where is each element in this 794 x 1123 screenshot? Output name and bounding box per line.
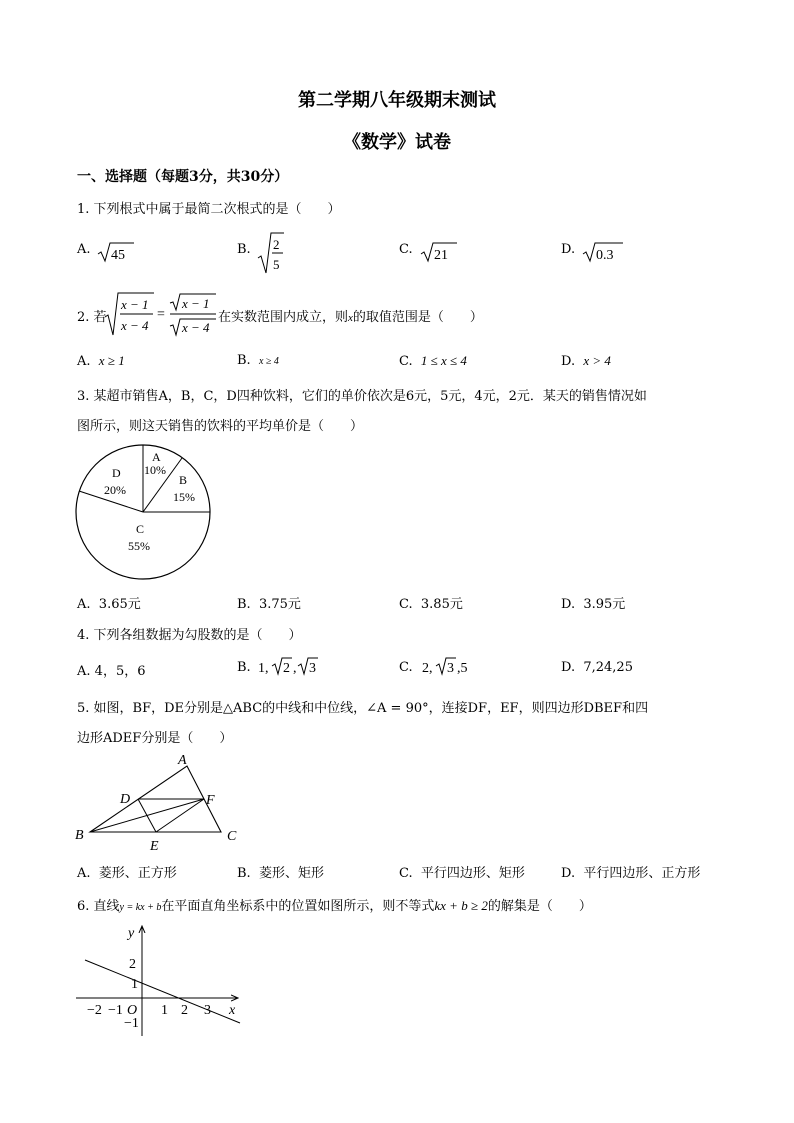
q5-option-d [561,862,700,881]
q2-tail: 的取值范围是（ ） [352,310,483,325]
q6-line-equation: y = kx + b [119,902,162,913]
radicand: 45 [111,248,125,263]
radicand: 3 [447,661,454,676]
option-text: 3.65元 [98,597,141,612]
q2-option-a [77,353,125,369]
radicand-1: 2 [283,661,290,676]
q2-var: x [348,312,353,324]
pie-pct-a: 10% [144,463,166,477]
x-tick-3: 3 [204,1003,211,1018]
option-letter: B. [237,866,251,881]
fraction-numerator: 2 [273,237,280,252]
radicand-2: 3 [309,661,316,676]
q5-option-b [237,862,324,881]
question-1-stem: 1. 下列根式中属于最简二次根式的是（ ） [77,202,341,217]
option-text: x > 4 [583,353,611,368]
option-letter: D. [561,660,576,675]
question-2-text [218,306,483,325]
section-heading: 一、选择题（每题3分，共30分） [77,169,289,185]
option-letter: D. [561,354,576,369]
option-letter: C. [399,242,413,257]
q1-option-b [237,242,251,257]
option-letter: C. [399,597,413,612]
q4-option-c-letter: C. [399,660,413,675]
question-5-line1: 5. 如图，BF，DE分别是△ABC的中线和中位线，∠A = 90°，连接DF，EF，则四边形DBEF和四 [77,701,649,716]
option-text: 菱形、正方形 [98,866,177,881]
q1-option-c [399,242,413,257]
lhs-numerator: x − 1 [121,297,149,312]
option-letter: A. [77,866,91,881]
q6-mid: 在平面直角坐标系中的位置如图所示，则不等式 [161,899,435,914]
option-letter: C. [399,866,413,881]
question-2-equation [104,290,220,338]
expr-post: ,5 [457,661,468,676]
option-text: x ≥ 1 [98,353,125,368]
pie-pct-b: 15% [173,490,195,504]
option-text: 平行四边形、正方形 [583,866,701,881]
q6-pre: 6. 直线 [77,899,120,914]
question-5-line2: 边形ADEF分别是（ ） [77,731,233,746]
page-subtitle: 《数学》试卷 [343,132,451,153]
option-letter: B. [237,353,251,368]
question-6-stem [77,895,592,914]
expr-sep: , [293,661,297,676]
q3-option-d [561,593,625,612]
vertex-c-label: C [227,829,237,844]
question-3-line2: 图所示，则这天销售的饮料的平均单价是（ ） [77,419,364,434]
option-letter: B. [237,597,251,612]
pie-label-d: D [112,466,121,480]
x-axis-label: x [229,1003,236,1018]
option-text: 3.85元 [420,597,463,612]
pie-label-b: B [179,473,188,487]
option-text: 菱形、矩形 [258,866,324,881]
rhs-denominator: x − 4 [182,320,210,335]
q6-tail: 的解集是（ ） [487,899,592,914]
expr-pre: 2, [422,661,433,676]
q1-option-d-radical [581,240,625,264]
x-tick-1: 1 [161,1003,168,1018]
option-letter: C. [399,354,413,369]
point-d-label: D [120,792,131,807]
radicand: 21 [434,248,448,263]
equals-sign: = [157,307,165,322]
option-letter: A. [77,597,91,612]
y-axis-label: y [128,926,135,941]
q2-option-d [561,353,611,369]
q1-option-b-radical [256,230,286,276]
q6-inequality: kx + b ≥ 2 [434,898,488,913]
q1-option-a [77,242,91,257]
x-tick-neg1: −1 [108,1003,123,1018]
y-tick-neg1: −1 [124,1016,139,1031]
y-tick-1: 1 [131,977,138,992]
q4-option-c-expression [420,654,480,678]
option-letter: B. [237,242,251,257]
x-tick-2: 2 [181,1003,188,1018]
option-text: 3.95元 [583,597,626,612]
q1-option-a-radical [96,240,136,264]
q4-option-d [561,660,633,675]
q5-triangle-figure [72,750,242,850]
option-letter: A. [77,242,91,257]
option-text: 7,24,25 [583,660,633,675]
q5-option-a [77,862,177,881]
q4-option-b-expression [256,654,326,678]
q3-option-a [77,593,141,612]
rhs-numerator: x − 1 [182,296,210,311]
option-text: 4，5，6 [94,664,146,679]
option-text: x ≥ 4 [258,356,279,367]
question-4-stem: 4. 下列各组数据为勾股数的是（ ） [77,628,302,643]
q4-option-a [77,660,146,679]
pie-label-a: A [152,450,161,464]
x-tick-neg2: −2 [87,1003,102,1018]
pie-pct-c: 55% [128,539,150,553]
point-e-label: E [150,839,159,850]
q1-option-c-radical [419,240,459,264]
q2-option-b [237,353,279,368]
vertex-b-label: B [75,828,84,843]
q2-middle: 在实数范围内成立，则 [218,310,349,325]
option-letter: D. [561,242,576,257]
q6-coordinate-graph [74,922,250,1038]
lhs-denominator: x − 4 [121,318,149,333]
pie-pct-d: 20% [104,483,126,497]
option-letter: D. [561,866,576,881]
option-text: 平行四边形、矩形 [420,866,525,881]
q5-option-c [399,862,525,881]
option-letter: A. [77,354,91,369]
pie-label-c: C [136,522,145,536]
q4-option-b-letter: B. [237,660,251,675]
option-text: 1 ≤ x ≤ 4 [420,353,467,368]
page-title: 第二学期八年级期末测试 [298,90,496,111]
q3-pie-chart [74,443,214,583]
point-f-label: F [206,793,215,808]
option-letter: D. [561,597,576,612]
fraction-denominator: 5 [273,257,280,272]
q2-option-c [399,353,467,369]
option-letter: A. [77,664,91,679]
question-3-line1: 3. 某超市销售A，B，C，D四种饮料，它们的单价依次是6元，5元，4元，2元．某天的销售情况如 [77,389,647,404]
q1-option-d [561,242,575,257]
y-tick-2: 2 [129,957,136,972]
origin-label: O [127,1003,138,1018]
expr-pre: 1, [258,661,269,676]
vertex-a-label: A [178,753,187,768]
q3-option-c [399,593,463,612]
question-2-prefix: 2. 若 [77,310,107,325]
q3-option-b [237,593,301,612]
radicand: 0.3 [596,248,614,263]
option-text: 3.75元 [258,597,301,612]
